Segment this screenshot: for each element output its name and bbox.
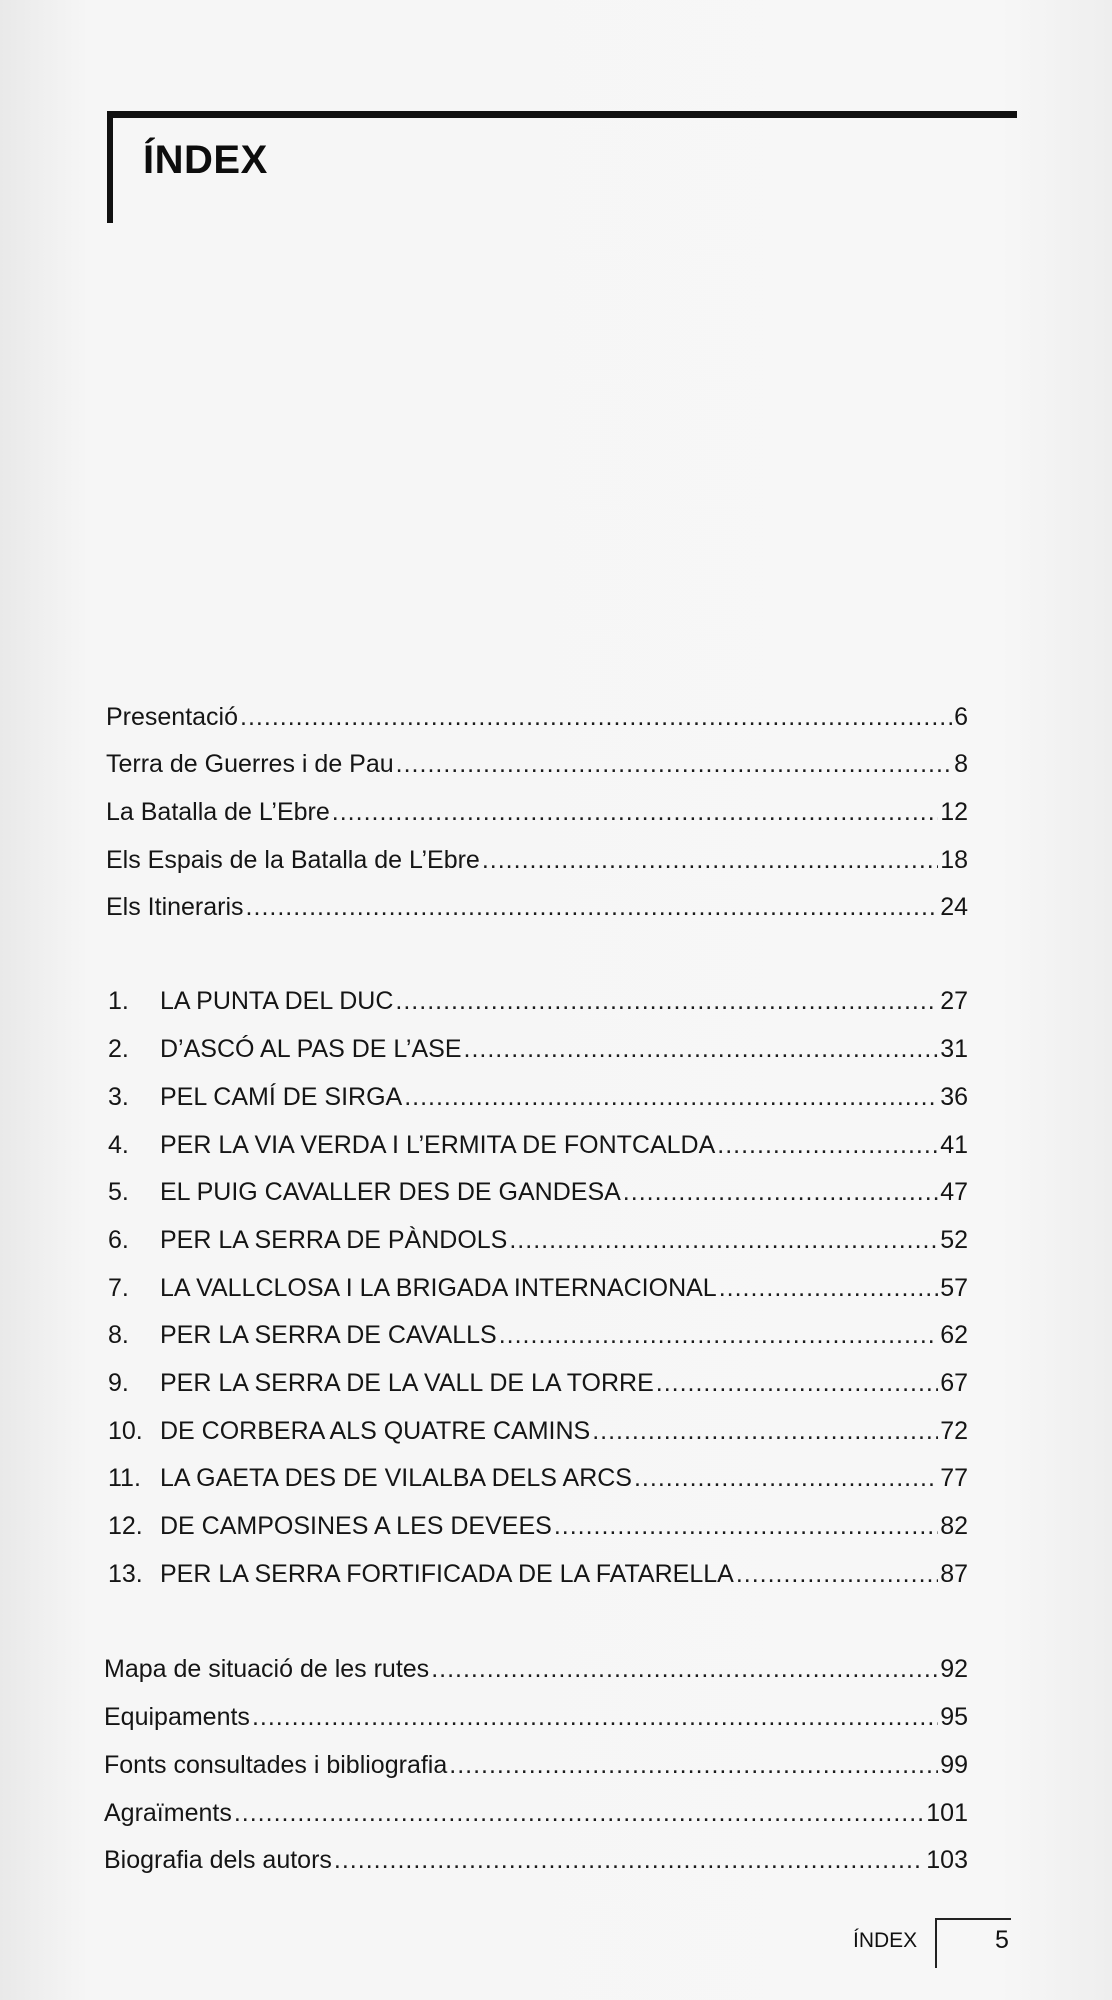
toc-entry-label: Mapa de situació de les rutes [104, 1655, 430, 1683]
toc-entry-label: La Batalla de L’Ebre [106, 798, 330, 826]
toc-entry-page: 95 [940, 1703, 968, 1731]
toc-route-number: 8. [108, 1321, 129, 1349]
toc-entry-label: Els Espais de la Batalla de L’Ebre [106, 846, 480, 874]
toc-entry-label: Agraïments [104, 1799, 232, 1827]
toc-entry [104, 1843, 968, 1877]
toc-route-number: 7. [108, 1274, 129, 1302]
toc-route-page: 82 [940, 1512, 968, 1540]
toc-entry-label: Equipaments [104, 1703, 250, 1731]
toc-route-label: LA PUNTA DEL DUC [160, 987, 394, 1015]
toc-entry [106, 700, 968, 734]
toc-route-number: 1. [108, 987, 129, 1015]
toc-route-page: 72 [940, 1417, 968, 1445]
toc-entry-page: 12 [940, 798, 968, 826]
toc-entry-page: 6 [954, 703, 968, 731]
toc-route-page: 77 [940, 1464, 968, 1492]
toc-entry-label: Biografia dels autors [104, 1846, 332, 1874]
toc-entry [104, 1748, 968, 1782]
dot-leader [719, 1271, 938, 1305]
toc-route-number: 10. [108, 1417, 143, 1445]
toc-route-number: 6. [108, 1226, 129, 1254]
page-title: ÍNDEX [143, 138, 268, 182]
toc-route-label: EL PUIG CAVALLER DES DE GANDESA [160, 1178, 621, 1206]
footer-rule [935, 1918, 937, 1968]
toc-route-number: 12. [108, 1512, 143, 1540]
toc-route-entry [108, 1366, 968, 1400]
footer-section-label: ÍNDEX [853, 1929, 918, 1952]
dot-leader [332, 795, 938, 829]
toc-route-label: PEL CAMÍ DE SIRGA [160, 1083, 403, 1111]
toc-route-label: DE CORBERA ALS QUATRE CAMINS [160, 1417, 591, 1445]
dot-leader [404, 1080, 938, 1114]
toc-route-entry [108, 1318, 968, 1352]
toc-route-number: 2. [108, 1035, 129, 1063]
dot-leader [634, 1461, 938, 1495]
toc-entry-page: 103 [926, 1846, 968, 1874]
toc-route-page: 87 [940, 1560, 968, 1588]
dot-leader [554, 1509, 938, 1543]
toc-route-entry [108, 1557, 968, 1591]
footer-rule [935, 1918, 1011, 1920]
toc-route-page: 41 [940, 1131, 968, 1159]
toc-entry-page: 101 [926, 1799, 968, 1827]
toc-route-number: 9. [108, 1369, 129, 1397]
toc-route-entry [108, 1271, 968, 1305]
toc-route-label: LA VALLCLOSA I LA BRIGADA INTERNACIONAL [160, 1274, 717, 1302]
toc-entry [106, 795, 968, 829]
toc-route-number: 4. [108, 1131, 129, 1159]
toc-route-entry [108, 1414, 968, 1448]
dot-leader [449, 1748, 938, 1782]
toc-entry [106, 890, 968, 924]
dot-leader [431, 1652, 938, 1686]
dot-leader [252, 1700, 938, 1734]
toc-route-label: DE CAMPOSINES A LES DEVEES [160, 1512, 552, 1540]
dot-leader [656, 1366, 938, 1400]
toc-entry-label: Els Itineraris [106, 893, 244, 921]
toc-entry-page: 24 [940, 893, 968, 921]
toc-route-label: PER LA SERRA FORTIFICADA DE LA FATARELLA [160, 1560, 734, 1588]
toc-route-page: 47 [940, 1178, 968, 1206]
toc-route-page: 36 [940, 1083, 968, 1111]
dot-leader [592, 1414, 938, 1448]
toc-route-entry [108, 1223, 968, 1257]
toc-entry-label: Terra de Guerres i de Pau [106, 750, 394, 778]
toc-entry-page: 99 [940, 1751, 968, 1779]
toc-entry-page: 92 [940, 1655, 968, 1683]
toc-entry-page: 8 [954, 750, 968, 778]
toc-route-entry [108, 984, 968, 1018]
toc-route-page: 67 [940, 1369, 968, 1397]
toc-route-page: 62 [940, 1321, 968, 1349]
dot-leader [234, 1796, 924, 1830]
dot-leader [464, 1032, 939, 1066]
toc-route-number: 11. [108, 1464, 141, 1492]
toc-entry-page: 18 [940, 846, 968, 874]
toc-route-entry [108, 1461, 968, 1495]
toc-entry [104, 1652, 968, 1686]
dot-leader [246, 890, 939, 924]
toc-route-label: PER LA SERRA DE PÀNDOLS [160, 1226, 508, 1254]
dot-leader [395, 984, 938, 1018]
dot-leader [623, 1175, 938, 1209]
dot-leader [499, 1318, 938, 1352]
toc-entry [104, 1700, 968, 1734]
toc-route-entry [108, 1080, 968, 1114]
dot-leader [240, 700, 952, 734]
toc-route-number: 3. [108, 1083, 129, 1111]
toc-entry-label: Presentació [106, 703, 239, 731]
toc-route-label: PER LA SERRA DE CAVALLS [160, 1321, 497, 1349]
toc-route-label: LA GAETA DES DE VILALBA DELS ARCS [160, 1464, 632, 1492]
toc-route-entry [108, 1509, 968, 1543]
toc-route-number: 5. [108, 1178, 129, 1206]
toc-route-entry [108, 1128, 968, 1162]
toc-route-entry [108, 1032, 968, 1066]
dot-leader [717, 1128, 938, 1162]
toc-route-page: 31 [940, 1035, 968, 1063]
toc-entry [106, 747, 968, 781]
toc-route-number: 13. [108, 1560, 143, 1588]
dot-leader [509, 1223, 938, 1257]
dot-leader [396, 747, 952, 781]
toc-route-label: PER LA SERRA DE LA VALL DE LA TORRE [160, 1369, 654, 1397]
dot-leader [482, 843, 938, 877]
toc-route-page: 52 [940, 1226, 968, 1254]
dot-leader [334, 1843, 924, 1877]
page-number: 5 [995, 1926, 1009, 1954]
toc-entry-label: Fonts consultades i bibliografia [104, 1751, 448, 1779]
toc-route-page: 57 [940, 1274, 968, 1302]
toc-route-label: D’ASCÓ AL PAS DE L’ASE [160, 1035, 462, 1063]
toc-entry [106, 843, 968, 877]
toc-entry [104, 1796, 968, 1830]
dot-leader [736, 1557, 938, 1591]
toc-route-page: 27 [940, 987, 968, 1015]
toc-route-label: PER LA VIA VERDA I L’ERMITA DE FONTCALDA [160, 1131, 716, 1159]
toc-route-entry [108, 1175, 968, 1209]
